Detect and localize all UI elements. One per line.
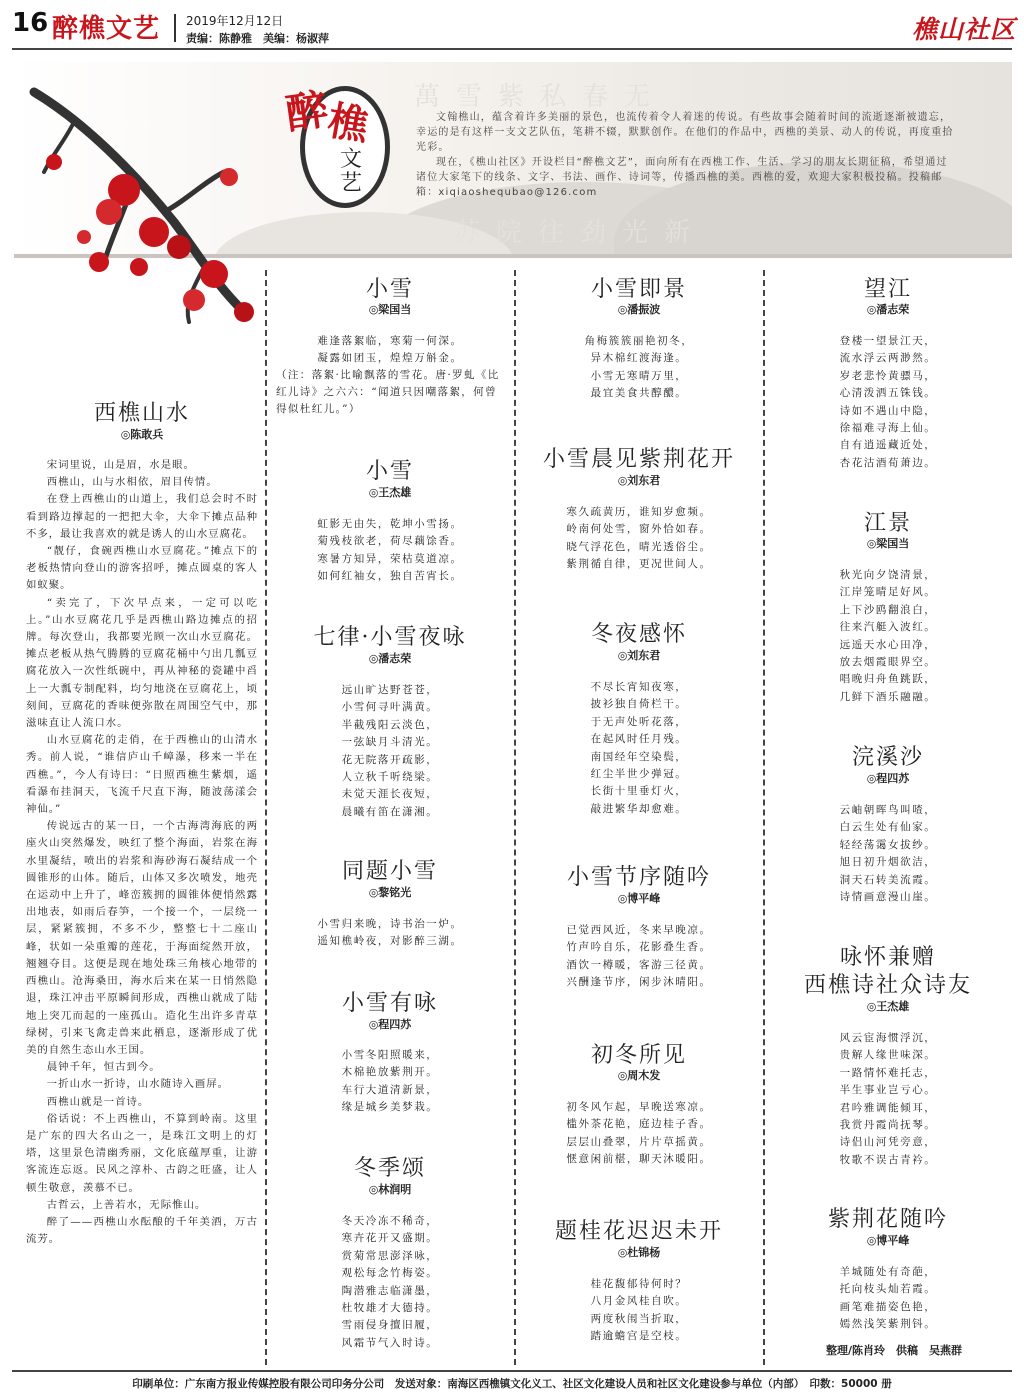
essay-title: 西樵山水 — [93, 401, 190, 426]
poem-title: 江景 — [863, 511, 912, 536]
poem-author: ◎博平峰 — [866, 1234, 910, 1247]
poem-author: ◎梁国当 — [866, 537, 910, 550]
poem-author: ◎潘志荣 — [866, 303, 910, 316]
poem-line: 小雪何寻叶满黄。 — [341, 701, 439, 714]
poem-author: ◎周木发 — [617, 1069, 661, 1082]
poem-line: 红尘半世少弹冠。 — [590, 768, 688, 781]
poem-line: 如何红袖女，独自苦宵长。 — [317, 570, 463, 583]
poem-line: 寒卉花开又盛期。 — [341, 1232, 439, 1245]
poem-line: 花无院落开疏影， — [341, 753, 439, 766]
poem-body — [519, 333, 759, 403]
poem-title: 西樵诗社众诗友 — [803, 973, 972, 998]
essay-paragraph: 晨钟千年，恒古到今。 — [46, 1061, 161, 1074]
poem-body — [768, 802, 1008, 906]
poem-line: 竹声吟自乐，花影叠生香。 — [566, 941, 712, 954]
poem-line: 晓气浮花色，晴光透俗尘。 — [566, 540, 712, 553]
poem-line: 岁老悲怜黄骠马， — [839, 369, 937, 382]
poem-line: 诗侣山河凭旁意， — [839, 1136, 937, 1149]
poem-author: ◎刘东君 — [617, 474, 661, 487]
essay-paragraph: 山水豆腐花的走俏，在于西樵山的山清水秀。前人说，“谁信庐山千嶂瀑，移来一半在西樵。”，今人有诗曰：“日照西樵生紫烟，遥看瀑布挂洞天，飞流千尺直下海，随波荡漾会神仙。” — [26, 734, 258, 816]
essay-paragraph: 醉了——西樵山水酝酿的千年美酒，万古流芳。 — [26, 1215, 258, 1246]
poem-body — [519, 504, 759, 574]
poem-line: 小雪冬阳照暖来， — [341, 1049, 439, 1061]
poem-line: 已觉西风近，冬来早晚凉。 — [566, 924, 712, 936]
poem-line: 洞天石转美流霞。 — [839, 873, 937, 886]
column-logo-subtitle: 文艺 — [340, 147, 363, 196]
poem-line: 嫣然浅笑紫荆钭。 — [839, 1318, 937, 1331]
poem-line: 在起风时任月残。 — [590, 733, 688, 746]
poem-line: 岭南何处雪，窗外恰如春。 — [566, 523, 712, 536]
poem-line: 自有逍遥藏近处， — [839, 439, 937, 452]
poem-title: 小雪 — [365, 459, 414, 484]
essay-paragraph: “靓仔，食碗西樵山水豆腐花。”摊点下的老板热情向登山的游客招呼，摊点圆桌的客人如蚁聚。 — [26, 545, 258, 592]
essay-paragraph: 传说远古的某一日，一个古海湾海底的两座火山突然爆发，映红了整个海面，岩浆在海水里凝结，喷出的岩浆和海砂海石凝结成一个圆锥形的山体。随后，山体又多次喷发，地壳在运动中上升了，峰峦簇拥的圆锥体便悄然露出地表，如雨后春笋，一个接一个，一层绕一层，紧紧簇拥，不多不少，整整七十二座山峰，状如一朵重瓣的莲花，于海面绽然开放，翘翘夺目。这便是现在地处珠三角核心地带的西樵山。沧海桑田，海水后来在某一日悄然隐退，珠江冲击平原瞬间形成，西樵山就成了陆地上突兀而起的一座孤山。造化生出许多青草绿树，引来飞禽走兽来此栖息，逐渐形成了优美的自然生态山水王国。 — [26, 820, 258, 1056]
poem-line: 登楼一望景江天， — [839, 335, 937, 347]
poem-line: 放去烟霞眼界空。 — [839, 656, 937, 669]
poem-author: ◎刘东君 — [617, 649, 661, 662]
footer-rule — [12, 1370, 1012, 1372]
essay-paragraph: 俗话说：不上西樵山，不算到岭南。这里是广东的四大名山之一，是珠江文明上的灯塔，这里景色清幽秀丽，文化底蕴厚重，让游客流连忘返。民风之淳朴、古韵之旺盛，让人顿生敬意，羡慕不已。 — [26, 1112, 258, 1194]
poem-line: 披衫独自倚栏干。 — [590, 698, 688, 711]
poem-line: 一弦缺月斗清光。 — [341, 736, 439, 749]
issue-date: 2019年12月12日 — [186, 14, 284, 28]
poem-line: 遥知樵岭夜，对影醉三湖。 — [317, 935, 463, 948]
poem-line: 雪雨侵身擅旧履， — [341, 1319, 439, 1332]
poem-body — [270, 1213, 510, 1352]
column-divider — [265, 270, 267, 1365]
poem-line: 云岫朝晖鸟叫喳， — [839, 804, 937, 816]
poem-line: 敲进繁华却愈难。 — [590, 802, 688, 815]
poem-line: 我赏丹霞尚抚琴。 — [839, 1119, 937, 1132]
column-logo-char: 醉 — [282, 84, 332, 139]
poem-line: 半生事业岂亏心。 — [839, 1084, 937, 1097]
poem-line: 踏逾蟾宫是空枝。 — [590, 1330, 688, 1343]
poem-line: 唱晚归舟鱼跳跃， — [839, 673, 937, 686]
poem-title: 冬季颂 — [353, 1156, 426, 1181]
poem-body — [519, 922, 759, 992]
poem-line: 诗情画意漫山崖。 — [839, 891, 937, 904]
poem-line: 风霜节气入时诗。 — [341, 1336, 439, 1349]
poem-line: 角梅簇簇丽艳初冬， — [584, 335, 694, 347]
poem-author: ◎博平峰 — [617, 892, 661, 905]
poem-body — [270, 916, 510, 951]
poem-line: 未觉天涯长夜短， — [341, 788, 439, 801]
poem-body — [768, 1264, 1008, 1334]
poem-line: 最宜美食共醇醲。 — [590, 387, 688, 400]
poem-line: 贵解人缘世味深。 — [839, 1049, 937, 1062]
poem-line: 人立秋千听绕梁。 — [341, 771, 439, 784]
poem-line: 初冬风乍起，早晚送寒凉。 — [566, 1101, 712, 1113]
compiler-credit: 整理/陈肖玲 供稿 吴燕群 — [826, 1344, 963, 1357]
essay-paragraph: 宋词里说，山是眉，水是眼。 — [46, 459, 195, 471]
poem-line: 酒饮一樽暖，客游三径黄。 — [566, 958, 712, 971]
poem-line: 上下沙鸥翻浪白， — [839, 603, 937, 616]
poem-body — [768, 333, 1008, 472]
poem-line: 车行大道清新景， — [341, 1083, 439, 1096]
poem-title: 初冬所见 — [590, 1043, 687, 1068]
poem-line: 于无声处听花落， — [590, 715, 688, 728]
poem-line: 惬意闲前椹，聊天沐暖阳。 — [566, 1153, 712, 1166]
column-banner: 萬雪紫私春无 苏院往劲光新 — [14, 62, 1012, 254]
poem-body — [519, 1276, 759, 1346]
poem-line: 轻经荡霭女拔纱。 — [839, 838, 937, 851]
poem-line: 远遥天水心田净， — [839, 638, 937, 651]
essay-author: ◎陈敢兵 — [120, 428, 164, 441]
poem-author: ◎程四苏 — [866, 772, 910, 785]
poem-line: 往来汽艇入波红。 — [839, 621, 937, 634]
newspaper-logo: 樵山社区 — [912, 15, 1017, 44]
poem-line: 江岸笼晴足好风。 — [839, 586, 937, 599]
poem-title: 七律·小雪夜咏 — [313, 625, 467, 650]
poem-line: 紫荆循自律，更况世间人。 — [566, 558, 712, 571]
poem-line: 几鲜下酒乐融融。 — [839, 690, 937, 703]
poem-line: 半截残阳云淡色， — [341, 718, 439, 731]
poem-title: 小雪节序随吟 — [566, 865, 711, 890]
poem-body — [270, 682, 510, 821]
poem-line: 羊城随处有奇葩， — [839, 1266, 937, 1278]
poem-title: 同题小雪 — [341, 859, 438, 884]
poem-line: 君吟雅调能倾耳， — [839, 1101, 937, 1114]
poem-line: 流水浮云两渺然。 — [839, 352, 937, 365]
poem-line: 白云生处有仙家。 — [839, 821, 937, 834]
poem-line: 远山旷达野苍苍， — [341, 684, 439, 696]
poem-line: 观松每念竹梅姿。 — [341, 1267, 439, 1280]
poem-line: 南国经年空染鬓， — [590, 750, 688, 763]
essay-paragraph: “卖完了，下次早点来，一定可以吃上。”山水豆腐花几乎是西樵山路边摊点的招牌。每次登山，我都要光顾一次山水豆腐花。摊点老板从热气腾腾的豆腐花桶中勺出几瓢豆腐花放入一次性纸碗中，再从神秘的瓷罐中舀上一大瓢专制配料，均匀地浇在豆腐花上，顷刻间，豆腐花的香味便弥散在周围空气中，那滋味直让人流口水。 — [26, 596, 258, 730]
poem-line: 桂花馥郁待何时？ — [590, 1278, 688, 1290]
poem-title: 题桂花迟迟未开 — [554, 1219, 723, 1244]
poem-line: 风云宦海惯浮沉， — [839, 1032, 937, 1044]
essay-paragraph: 西樵山就是一首诗。 — [46, 1095, 150, 1108]
poem-line: 小雪归来晚，诗书治一炉。 — [317, 918, 463, 930]
poem-title: 小雪晨见紫荆花开 — [542, 447, 735, 472]
poem-line: 难逢落絮临，寒菊一何深。 — [317, 335, 463, 347]
print-info-footer: 印刷单位：广东南方报业传媒控股有限公司印务分公司 发送对象：南海区西樵镇文化义工、社区文化建设人员和社区文化建设参与单位（内部） 印数：50000 册 — [132, 1378, 892, 1390]
poem-body — [768, 567, 1008, 706]
poem-author: ◎王杰雄 — [866, 1000, 910, 1013]
poem-line: 心清泼洒五铢钱。 — [839, 387, 937, 400]
poem-body — [270, 516, 510, 586]
editors: 责编：陈静雅 美编：杨淑萍 — [186, 32, 329, 45]
poem-title: 小雪 — [365, 277, 414, 302]
poem-line: 层层山叠翠，片片草摇黄。 — [566, 1135, 712, 1148]
poem-line: 小雪无寒晴万里， — [590, 369, 688, 382]
intro-paragraph: 现在，《樵山社区》开设栏目“醉樵文艺”，面向所有在西樵工作、生活、学习的朋友长期征稿，希望通过诸位大家笔下的线条、文字、书法、画作、诗词等，传播西樵的美。西樵的爱，欢迎大家积极投稿。投稿邮箱：xiqiaoshequbao@126.com — [416, 157, 948, 198]
poem-line: 赏菊常思澎泽咏， — [341, 1249, 439, 1262]
essay-paragraph: 古哲云，上善若水，无际惟山。 — [46, 1198, 207, 1211]
poem-line: 陶潜雅志临潇墨， — [341, 1284, 439, 1297]
essay-body — [26, 457, 258, 1248]
poem-body — [270, 1047, 510, 1117]
intro-paragraph: 文翰樵山，蕴含着许多美丽的景色，也流传着令人着迷的传说。有些故事会随着时间的流逝逐渐被遗忘，幸运的是有这样一支文艺队伍，笔耕不辍，默默创作。在他们的作品中，西樵的美景、动人的传说，再度重拾光彩。 — [416, 112, 954, 153]
poem-author: ◎程四苏 — [368, 1018, 412, 1031]
poem-title: 冬夜感怀 — [590, 622, 687, 647]
poem-title: 紫荆花随吟 — [827, 1207, 948, 1232]
poem-title: 咏怀兼赠 — [839, 945, 936, 970]
poem-line: 两度秋闱当折取， — [590, 1312, 688, 1325]
poem-line: 异木棉红渡海逢。 — [590, 352, 688, 365]
column-introduction — [416, 110, 956, 200]
poem-author: ◎潘志荣 — [368, 652, 412, 665]
poem-author: ◎潘振波 — [617, 303, 661, 316]
essay-paragraph: 西樵山，山与水相依，眉目传情。 — [46, 476, 218, 489]
poem-note: （注：落絮·比喻飘落的雪花。唐·罗虬《比红儿诗》之六六：“闻道只因嘲落絮，何曾得似杜红儿。”） — [276, 369, 500, 415]
poem-line: 托向枝头灿若霞。 — [839, 1283, 937, 1296]
poem-line: 秋光向夕饶清景， — [839, 569, 937, 581]
poem-title: 小雪有咏 — [341, 991, 438, 1016]
poem-body — [270, 333, 510, 368]
essay-paragraph: 在登上西樵山的山道上，我们总会时不时看到路边撑起的一把把大伞，大伞下摊点品种不多，最让我喜欢的就是诱人的山水豆腐花。 — [26, 493, 258, 540]
poem-line: 寒久疏黄历，谁知岁愈频。 — [566, 506, 712, 518]
poem-line: 八月金风桂自吹。 — [590, 1295, 688, 1308]
poem-author: ◎王杰雄 — [368, 486, 412, 499]
poem-author: ◎林润明 — [368, 1183, 412, 1196]
poem-line: 一路情怀难托志， — [839, 1066, 937, 1079]
column-divider — [763, 270, 765, 1365]
page-number: 16 — [12, 8, 49, 38]
poem-body — [519, 679, 759, 818]
poem-line: 不尽长宵知夜寒， — [590, 681, 688, 693]
poem-title: 浣溪沙 — [851, 745, 924, 770]
poem-line: 长街十里垂灯火， — [590, 785, 688, 798]
poem-body — [768, 1030, 1008, 1169]
poem-line: 杜牧雄才大德持。 — [341, 1302, 439, 1315]
poem-title: 望江 — [863, 277, 912, 302]
poem-author: ◎黎铭光 — [368, 886, 412, 899]
poem-line: 冬天冷冻不稀奇， — [341, 1215, 439, 1227]
section-title: 醉樵文艺 — [52, 14, 161, 44]
poem-line: 诗如不遇山中隐， — [839, 404, 937, 417]
poem-line: 旭日初升烟欲洁， — [839, 856, 937, 869]
poem-author: ◎杜锦杨 — [617, 1246, 661, 1259]
essay-paragraph: 一折山水一折诗，山水随诗入画屏。 — [46, 1078, 230, 1091]
poem-line: 木棉艳放紫荆开。 — [341, 1066, 439, 1079]
poem-line: 缘是城乡美梦栽。 — [341, 1101, 439, 1114]
poem-line: 画笔难描姿色艳， — [839, 1300, 937, 1313]
header-divider — [174, 14, 176, 42]
column-logo-char: 樵 — [324, 96, 372, 151]
poem-line: 徐福难寻海上仙。 — [839, 422, 937, 435]
poem-line: 凝露如团玉，煌煌万斛金。 — [317, 352, 463, 365]
column-divider — [514, 270, 516, 1365]
poem-title: 小雪即景 — [590, 277, 687, 302]
poem-line: 兴酬逢节序，闲步沐晴阳。 — [566, 976, 712, 989]
poem-line: 槛外茶花艳，庭边桂子香。 — [566, 1118, 712, 1131]
poem-author: ◎梁国当 — [368, 303, 412, 316]
poem-line: 虹影无由失，乾坤小雪扬。 — [317, 518, 463, 530]
poem-body — [519, 1099, 759, 1169]
poem-line: 菊残枝欲老，荷尽藕馀香。 — [317, 535, 463, 548]
plum-branch-illustration — [14, 62, 314, 382]
poem-line: 杏花沽酒荀萧边。 — [839, 456, 937, 469]
poem-line: 牧歌不误古青衿。 — [839, 1153, 937, 1166]
poem-line: 寒暑方知异，荣枯莫道凉。 — [317, 552, 463, 565]
header-rule — [12, 48, 1012, 50]
poem-line: 晨曦有笛在潇湘。 — [341, 805, 439, 818]
